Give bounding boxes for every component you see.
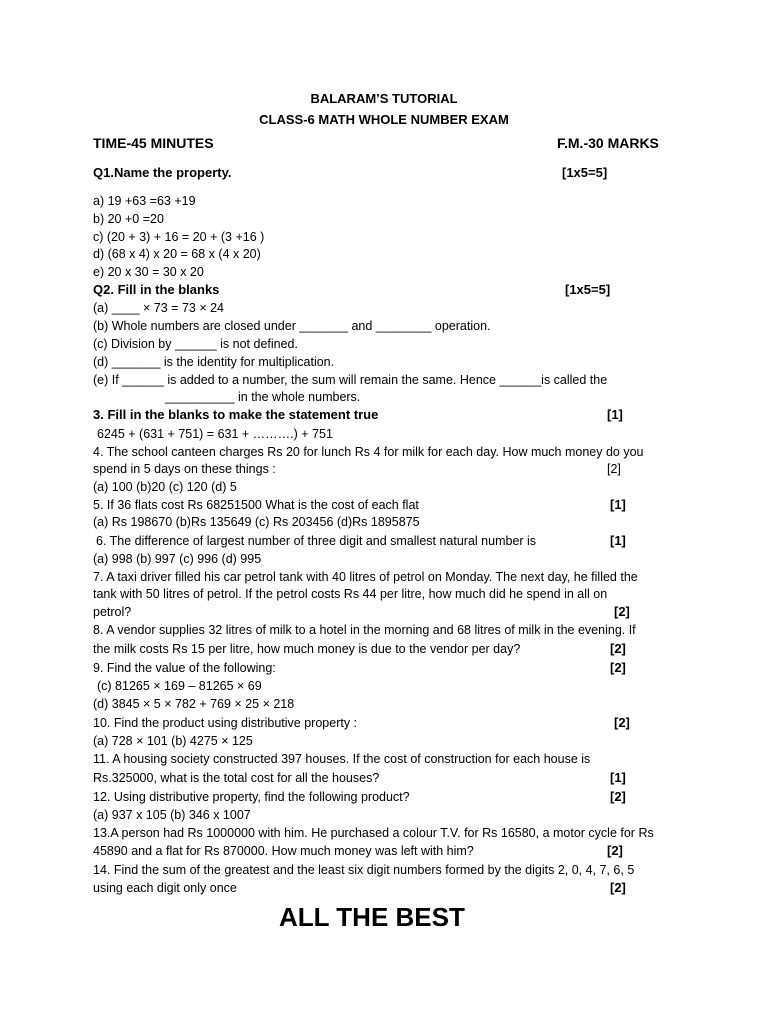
- q7-text: tank with 50 litres of petrol. If the petrol costs Rs 44 per litre, how much did he spend in all on: [93, 587, 608, 601]
- q5-marks: [1]: [610, 497, 626, 512]
- q11-text: Rs.325000, what is the total cost for all the houses?: [93, 771, 380, 785]
- q4-options: (a) 100 (b)20 (c) 120 (d) 5: [93, 480, 237, 494]
- q4-marks: [2]: [607, 462, 621, 476]
- q1-item: a) 19 +63 =63 +19: [93, 194, 196, 208]
- q10-marks: [2]: [614, 715, 630, 730]
- q1-marks: [1x5=5]: [562, 165, 608, 180]
- q2-title: Q2. Fill in the blanks: [93, 282, 220, 297]
- q10-text: 10. Find the product using distributive property :: [93, 716, 358, 730]
- q11-text: 11. A housing society constructed 397 houses. If the cost of construction for each house is: [93, 752, 591, 766]
- q3-title: 3. Fill in the blanks to make the statement true: [93, 407, 379, 422]
- q13-marks: [2]: [607, 843, 623, 858]
- q8-text: the milk costs Rs 15 per litre, how much money is due to the vendor per day?: [93, 642, 521, 656]
- q9-marks: [2]: [610, 660, 626, 675]
- q2-marks: [1x5=5]: [565, 282, 611, 297]
- q2-item: (b) Whole numbers are closed under _______ and ________ operation.: [93, 319, 491, 333]
- q14-text: using each digit only once: [93, 881, 237, 895]
- exam-time: TIME-45 MINUTES: [93, 135, 214, 151]
- q2-item: (a) ____ × 73 = 73 × 24: [93, 301, 225, 315]
- q2-item: __________ in the whole numbers.: [165, 390, 361, 404]
- exam-title: CLASS-6 MATH WHOLE NUMBER EXAM: [259, 112, 509, 127]
- q9-text: 9. Find the value of the following:: [93, 661, 276, 675]
- q7-text: 7. A taxi driver filled his car petrol tank with 40 litres of petrol on Monday. The next day, he filled the: [93, 570, 638, 584]
- q1-item: b) 20 +0 =20: [93, 212, 164, 226]
- q9-item: (d) 3845 × 5 × 782 + 769 × 25 × 218: [93, 697, 295, 711]
- q1-title: Q1.Name the property.: [93, 165, 232, 180]
- q6-marks: [1]: [610, 533, 626, 548]
- q8-marks: [2]: [610, 641, 626, 656]
- q6-text: 6. The difference of largest number of three digit and smallest natural number is: [96, 534, 537, 548]
- q7-marks: [2]: [614, 604, 630, 619]
- q6-options: (a) 998 (b) 997 (c) 996 (d) 995: [93, 552, 262, 566]
- institute-title: BALARAM’S TUTORIAL: [310, 91, 458, 106]
- q5-options: (a) Rs 198670 (b)Rs 135649 (c) Rs 203456 (d)Rs 1895875: [93, 515, 420, 529]
- q9-item: (c) 81265 × 169 – 81265 × 69: [97, 679, 262, 693]
- q8-text: 8. A vendor supplies 32 litres of milk to a hotel in the morning and 68 litres of milk in the evening. If: [93, 623, 636, 637]
- q2-item: (e) If ______ is added to a number, the sum will remain the same. Hence ______is called the: [93, 373, 608, 387]
- q1-item: e) 20 x 30 = 30 x 20: [93, 265, 204, 279]
- q12-text: 12. Using distributive property, find the following product?: [93, 790, 410, 804]
- q11-marks: [1]: [610, 770, 626, 785]
- q1-item: d) (68 x 4) x 20 = 68 x (4 x 20): [93, 247, 261, 261]
- full-marks: F.M.-30 MARKS: [557, 135, 659, 151]
- q12-marks: [2]: [610, 789, 626, 804]
- q1-item: c) (20 + 3) + 16 = 20 + (3 +16 ): [93, 230, 265, 244]
- q13-text: 13.A person had Rs 1000000 with him. He purchased a colour T.V. for Rs 16580, a motor cycle for Rs: [93, 826, 654, 840]
- q3-marks: [1]: [607, 407, 623, 422]
- q2-item: (d) _______ is the identity for multiplication.: [93, 355, 335, 369]
- q14-text: 14. Find the sum of the greatest and the least six digit numbers formed by the digits 2, 0, 4, 7, 6, 5: [93, 863, 635, 877]
- q3-statement: 6245 + (631 + 751) = 631 + ……….) + 751: [97, 427, 333, 441]
- q7-text: petrol?: [93, 605, 132, 619]
- closing-message: ALL THE BEST: [279, 902, 465, 932]
- q4-text: 4. The school canteen charges Rs 20 for lunch Rs 4 for milk for each day. How much money do you: [93, 445, 644, 459]
- q13-text: 45890 and a flat for Rs 870000. How much money was left with him?: [93, 844, 474, 858]
- q5-text: 5. If 36 flats cost Rs 68251500 What is the cost of each flat: [93, 498, 419, 512]
- q14-marks: [2]: [610, 880, 626, 895]
- q4-text: spend in 5 days on these things :: [93, 462, 276, 476]
- q2-item: (c) Division by ______ is not defined.: [93, 337, 298, 351]
- q12-options: (a) 937 x 105 (b) 346 x 1007: [93, 808, 251, 822]
- q10-options: (a) 728 × 101 (b) 4275 × 125: [93, 734, 253, 748]
